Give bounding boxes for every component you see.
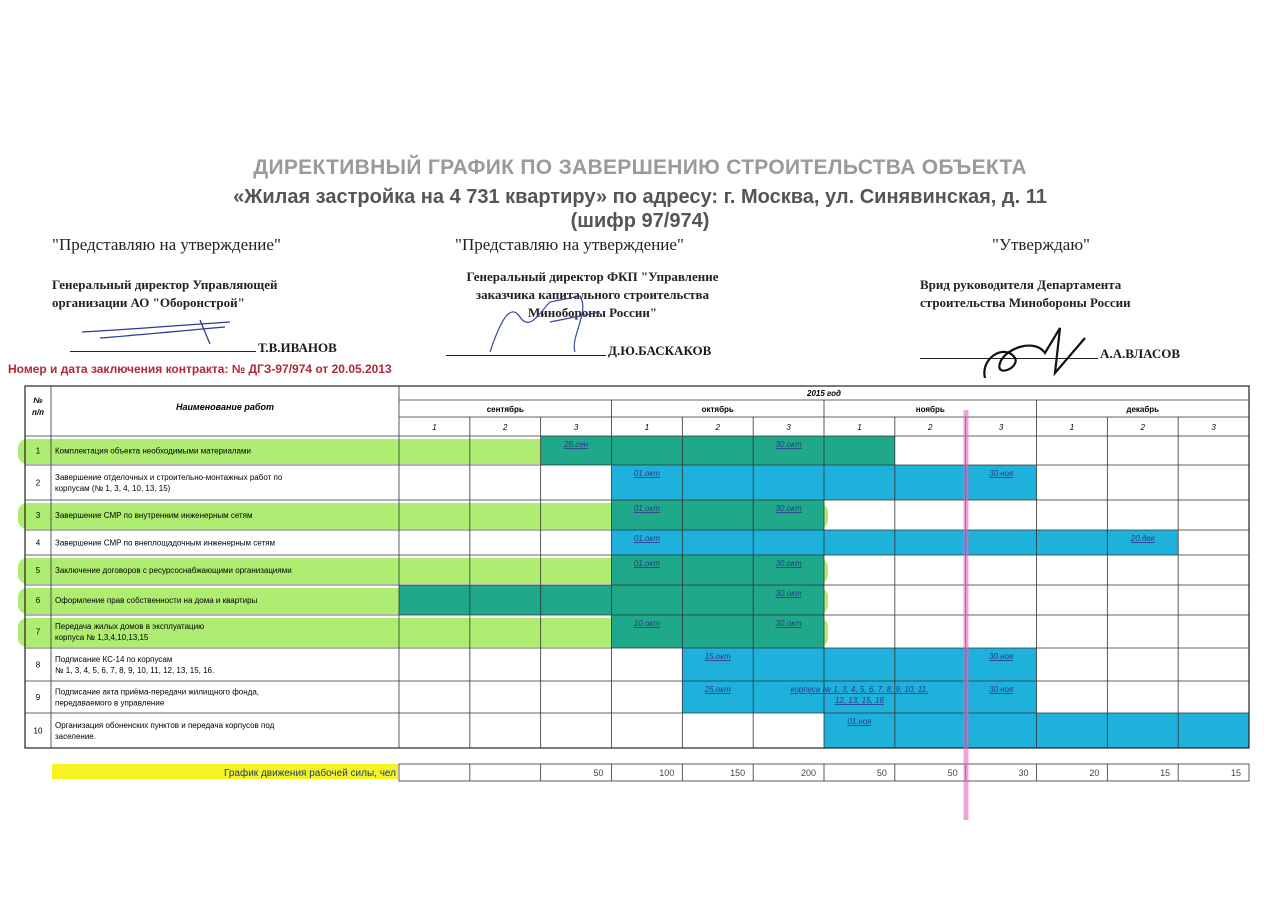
bar-date-label: 28.сен: [564, 440, 589, 449]
row-task-name: корпусам (№ 1, 3, 4, 10, 13, 15): [55, 484, 171, 493]
workforce-value: 150: [730, 768, 746, 778]
workforce-value: 100: [659, 768, 675, 778]
approval-2-position: Генеральный директор ФКП "Управление заказчика капитального строительства Минобороны России": [466, 269, 719, 320]
decade-header: 3: [1211, 423, 1216, 432]
row-number: 10: [33, 726, 43, 736]
bar-date-label: 01.окт: [633, 534, 660, 543]
bar-date-label: 30.окт: [775, 504, 802, 513]
decade-header: 1: [1069, 423, 1075, 432]
document-title: ДИРЕКТИВНЫЙ ГРАФИК ПО ЗАВЕРШЕНИЮ СТРОИТЕЛЬСТВА ОБЪЕКТА: [253, 156, 1027, 179]
workforce-label: График движения рабочей силы, чел: [224, 768, 396, 779]
row-task-name: № 1, 3, 4, 5, 6, 7, 8, 9, 10, 11, 12, 13, 15, 16.: [55, 666, 215, 675]
document-code: (шифр 97/974): [570, 210, 710, 232]
workforce-value: 50: [876, 768, 887, 778]
workforce-value: 50: [593, 768, 604, 778]
bar-date-label: 30.ноя: [989, 652, 1014, 661]
month-header: октябрь: [701, 405, 734, 414]
contract-number: Номер и дата заключения контракта: № ДГЗ-97/974 от 20.05.2013: [8, 362, 392, 376]
row-task-name: Организация обоненских пунктов и передача корпусов под: [55, 721, 275, 730]
col-num-header: п/п: [32, 408, 44, 417]
row-task-name: Передача жилых домов в эксплуатацию: [55, 622, 205, 631]
row-task-name: корпуса № 1,3,4,10,13,15: [55, 633, 149, 642]
row-number: 7: [35, 627, 41, 637]
row-task-name: Завершение СМР по внеплощадочным инженерным сетям: [55, 538, 275, 548]
row-number: 1: [35, 446, 41, 456]
approval-1-position: Генеральный директор Управляющей организации АО "Оборонстрой": [52, 277, 278, 310]
decade-header: 3: [786, 423, 791, 432]
row-task-name: Подписание акта приёма-передачи жилищного фонда,: [55, 687, 260, 697]
approval-2-name: Д.Ю.БАСКАКОВ: [608, 343, 712, 358]
row-task-name: Заключение договоров с ресурсоснабжающими организациями: [55, 566, 292, 575]
approval-2-header: "Представляю на утверждение": [455, 235, 684, 254]
row-task-name: заселение.: [55, 732, 96, 741]
bar-date-label: 30.окт: [775, 589, 802, 598]
bar-date-label: 30.ноя: [989, 469, 1014, 478]
workforce-value: 15: [1160, 768, 1171, 778]
approval-3-name: А.А.ВЛАСОВ: [1100, 346, 1181, 361]
workforce-value: 20: [1089, 768, 1100, 778]
bar-date-label: 30.ноя: [989, 685, 1014, 694]
bar-note: 12, 13, 15, 16: [834, 696, 884, 705]
decade-header: 2: [715, 423, 720, 432]
bar-date-label: 15.окт: [704, 652, 731, 661]
decade-header: 1: [857, 423, 862, 432]
bar-date-label: 30.окт: [775, 440, 802, 449]
workforce-value: 200: [800, 768, 816, 778]
row-number: 6: [35, 596, 41, 605]
month-header: сентябрь: [486, 405, 524, 414]
approval-3-header: "Утверждаю": [992, 235, 1090, 254]
bar-date-label: 01.окт: [633, 504, 660, 513]
decade-header: 2: [1140, 423, 1145, 432]
schedule-bar: [682, 648, 1036, 681]
bar-date-label: 20.дек: [1130, 534, 1155, 543]
workforce-value: 30: [1018, 768, 1029, 778]
bar-date-label: 30.окт: [775, 559, 802, 568]
month-header: ноябрь: [915, 405, 945, 414]
row-number: 9: [35, 693, 41, 702]
bar-date-label: 01.ноя: [847, 717, 872, 726]
col-name-header: Наименование работ: [176, 402, 274, 412]
bar-date-label: 01.окт: [633, 559, 660, 568]
row-number: 3: [35, 511, 41, 520]
decade-header: 1: [432, 423, 437, 432]
workforce-value: 15: [1230, 768, 1241, 778]
decade-header: 2: [503, 423, 508, 432]
row-task-name: Завершение СМР по внутренним инженерным сетям: [55, 511, 253, 520]
bar-date-label: 30.окт: [775, 619, 802, 628]
decade-header: 3: [573, 423, 579, 432]
month-header: декабрь: [1126, 405, 1160, 414]
row-task-name: передаваемого в управление: [55, 698, 165, 708]
bar-date-label: 25.окт: [704, 685, 731, 694]
col-num-header: №: [33, 396, 43, 405]
row-number: 5: [35, 566, 41, 575]
row-task-name: Комплектация объекта необходимыми материалами: [55, 446, 251, 456]
bar-date-label: 10.окт: [633, 619, 660, 628]
workforce-value: 50: [947, 768, 958, 778]
row-number: 4: [35, 538, 41, 548]
row-task-name: Оформление прав собственности на дома и квартиры: [55, 596, 258, 605]
row-number: 8: [35, 660, 41, 670]
approval-3-position: Врид руководителя Департамента строительства Минобороны России: [920, 277, 1131, 310]
decade-header: 3: [998, 423, 1004, 432]
bar-date-label: 01.окт: [633, 469, 660, 478]
row-task-name: Подписание КС-14 по корпусам: [55, 655, 173, 664]
year-header: 2015 год: [807, 389, 841, 398]
decade-header: 2: [928, 423, 933, 432]
approval-1-header: "Представляю на утверждение": [52, 235, 281, 254]
row-task-name: Завершение отделочных и строительно-монтажных работ по: [55, 473, 283, 482]
decade-header: 1: [644, 423, 650, 432]
schedule-bar: [541, 436, 895, 465]
bar-note: корпуса № 1, 3, 4, 5, 6, 7, 8, 9, 10, 11,: [790, 685, 929, 694]
document-subtitle: «Жилая застройка на 4 731 квартиру» по адресу: г. Москва, ул. Синявинская, д. 11: [233, 186, 1047, 208]
approval-1-name: Т.В.ИВАНОВ: [258, 340, 337, 355]
row-number: 2: [35, 478, 41, 488]
